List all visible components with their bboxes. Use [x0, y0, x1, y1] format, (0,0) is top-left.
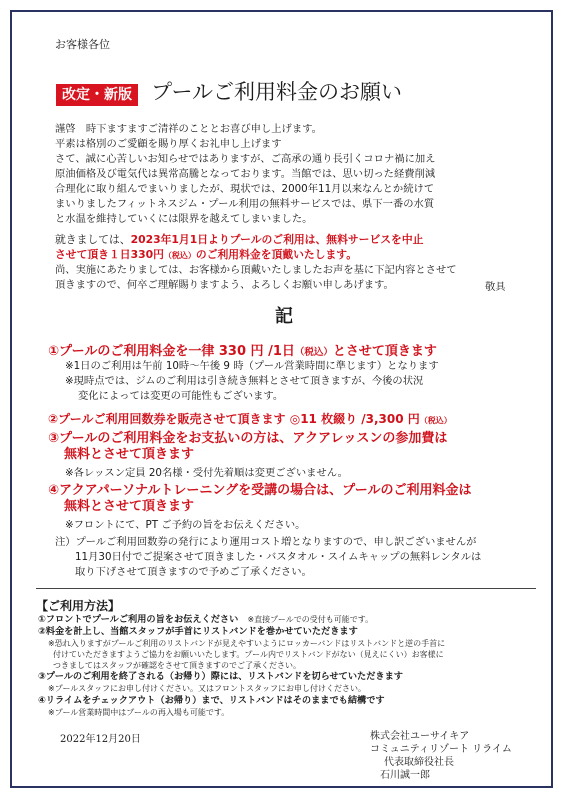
closing-line: 尚、実施にあたりましては、お客様から頂戴いたしましたお声を基に下記内容とさせて: [55, 264, 457, 276]
usage-steps: [38, 614, 445, 719]
ki-heading: 記: [275, 306, 293, 327]
salutation: お客様各位: [55, 38, 110, 51]
note-line: ※1日のご利用は午前 10時～午後 9 時（プール営業時間に準じます）となります: [65, 360, 439, 372]
usage-step-note: ※恐れ入りますがプールご利用のリストバンドが見えやすいようにロッカーバンドはリストバンドと逆の手首に: [48, 639, 446, 648]
item-4: ④アクアパーソナルトレーニングを受講の場合は、プールのご利用料金は 無料とさせて頂きます: [48, 483, 472, 514]
greeting-line: 謹啓 時下ますますご清祥のこととお喜び申し上げます。: [55, 123, 322, 135]
divider: [36, 588, 536, 589]
greeting-line: 平素は格別のご愛顧を賜り厚くお礼申し上げます: [55, 138, 282, 150]
tax-note: （税込）: [294, 347, 333, 358]
usage-step-note: ※プール営業時間中はプールの再入場も可能です。: [48, 708, 230, 717]
item-3: ③プールのご利用料金をお支払いの方は、アクアレッスンの参加費は 無料とさせて頂きます: [48, 431, 448, 462]
closing-word: 敬具: [485, 281, 506, 293]
revision-badge: 改定・新版: [56, 84, 138, 106]
annotation-note: [55, 535, 481, 580]
company-name: 株式会社ユーサイキア: [370, 731, 470, 742]
annotation-line: 取り下げさせて頂きますので予めご了承ください。: [75, 566, 312, 578]
tax-note: （税込）: [419, 416, 452, 425]
notice-highlight: 2023年1月1日よりプールのご利用は、無料サービスを中止: [130, 233, 424, 246]
item-3-note: ※各レッスン定員 20名様・受付先着順は変更ございません。: [65, 467, 348, 479]
closing-paragraph: [55, 263, 457, 293]
title-row: [56, 76, 402, 106]
usage-step: ①フロントでプールご利用の旨をお伝えください: [38, 614, 239, 625]
greeting-line: まいりましたフィットネスジム・プール利用の無料サービスでは、県下一番の水質: [55, 198, 435, 210]
greeting-line: 合理化に取り組んでまいりましたが、現状では、2000年11月以来なんとか続けて: [55, 183, 435, 195]
greeting-paragraph: [55, 122, 435, 227]
annotation-line: 11月30日付でご提案させて頂きました・バスタオル・スイムキャップの無料レンタルは: [75, 551, 482, 563]
usage-step-note: 付けていただきますようご協力をお願いいたします。プール内でリストバンドがない（見えにくい）お客様に: [53, 650, 444, 659]
notice-highlight: させて頂き１日330円: [55, 248, 164, 261]
fee-notice: [55, 232, 423, 263]
issue-date: 2022年12月20日: [60, 734, 141, 745]
note-line: ※現時点では、ジムのご利用は引き続き無料とさせて頂きますが、今後の状況: [65, 375, 424, 387]
greeting-line: と水温を維持していくには限界を越えてしまいました。: [55, 213, 313, 225]
item-4-note: ※フロントにて、PT ご予約の旨をお伝えください。: [65, 519, 306, 531]
facility-name: コミュニティリゾート リライム: [370, 744, 512, 755]
greeting-line: 原油価格及び電気代は異常高騰となっております。当館では、思い切った経費削減: [55, 168, 436, 180]
item-2: ②プールご利用回数券を販売させて頂きます ◎11 枚綴り /3,300 円（税込）: [48, 412, 452, 426]
company-block: [370, 730, 512, 782]
greeting-line: さて、誠に心苦しいお知らせではありますが、ご高承の通り長引くコロナ禍に加え: [55, 153, 436, 165]
notice-lead: 就きましては、: [55, 233, 131, 246]
usage-heading: 【ご利用方法】: [36, 599, 121, 613]
usage-step: ④リライムをチェックアウト（お帰り）まで、リストバンドはそのままでも結構です: [38, 695, 385, 706]
page-title: プールご利用料金のお願い: [151, 80, 403, 104]
tax-note: （税込）: [163, 251, 196, 260]
note-line: 変化によっては変更の可能性もございます。: [78, 390, 284, 402]
usage-step: ②料金を計上し、当館スタッフが手首にリストバンドを巻かせていただきます: [38, 626, 358, 637]
item-1-notes: [65, 359, 439, 404]
notice-highlight: のご利用料金を頂戴いたします。: [195, 248, 358, 261]
usage-step: ③プールのご利用を終了される（お帰り）際には、リストバンドを切らせていただきます: [38, 671, 403, 682]
closing-line: 頂きますので、何卒ご理解賜りますよう、よろしくお願い申しあげます。: [55, 279, 394, 291]
usage-step-note: ※直接プールでの受付も可能です。: [247, 615, 374, 624]
usage-step-note: ※プールスタッフにお申し付けください。又はフロントスタッフにお申し付けください。: [48, 684, 366, 693]
representative-title: 代表取締役社長: [384, 757, 454, 768]
representative-name: 石川誠一郎: [380, 770, 430, 781]
annotation-line: 注）プールご利用回数券の発行により運用コスト増となりますので、申し訳ございませんが: [55, 536, 477, 548]
item-1: ①プールのご利用料金を一律 330 円 /1日（税込）とさせて頂きます: [48, 344, 437, 359]
usage-step-note: つきましてはスタッフが確認をさせて頂きますのでご了承ください。: [53, 661, 301, 670]
